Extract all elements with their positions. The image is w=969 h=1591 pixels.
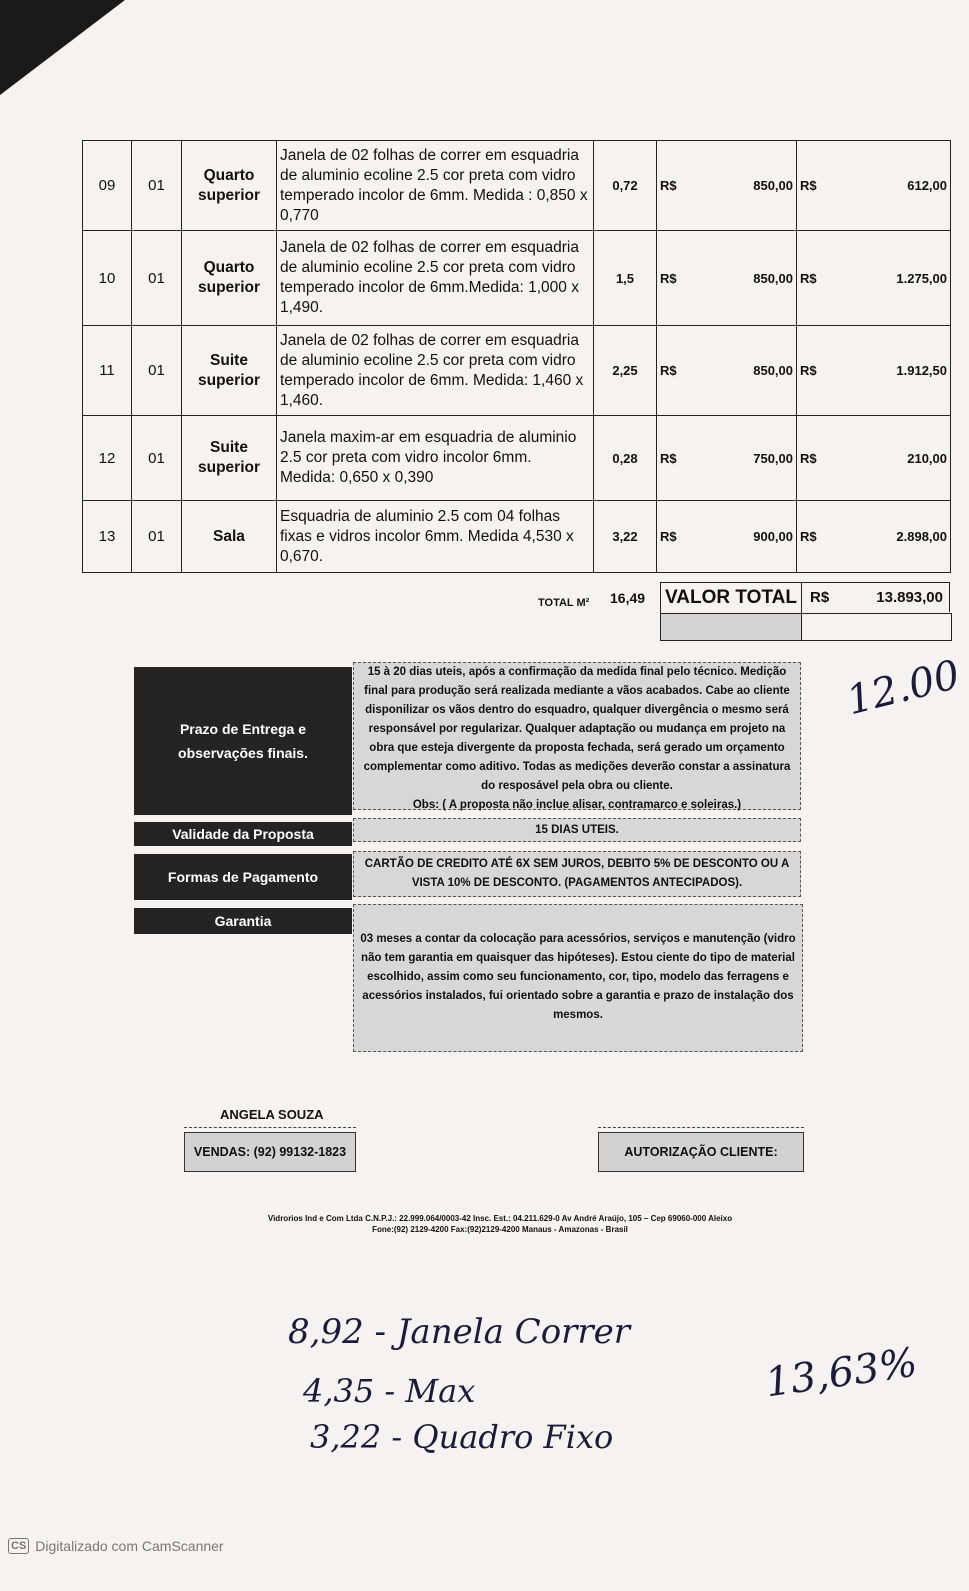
valor-total-value: 13.893,00 <box>846 582 950 612</box>
item-quantity: 01 <box>132 141 182 231</box>
handwritten-percentage: 13,63% <box>762 1339 920 1407</box>
item-unit-currency: R$ <box>657 326 697 416</box>
item-total-currency: R$ <box>797 326 835 416</box>
item-quantity: 01 <box>132 231 182 326</box>
item-room <box>182 231 277 326</box>
client-sign-line <box>598 1127 804 1128</box>
item-total-price: 1.275,00 <box>835 231 951 326</box>
handwritten-line-1: 8,92 - Janela Correr <box>288 1312 631 1352</box>
item-quantity: 01 <box>132 416 182 501</box>
item-room-line2: superior <box>197 371 260 389</box>
item-total-currency: R$ <box>797 231 835 326</box>
table-row <box>83 416 951 501</box>
item-total-price: 210,00 <box>835 416 951 501</box>
item-unit-currency: R$ <box>657 231 697 326</box>
validade-text: 15 DIAS UTEIS. <box>353 818 801 842</box>
item-room <box>182 501 277 573</box>
table-row <box>83 501 951 573</box>
handwritten-note-1200: 12.00 <box>842 651 965 725</box>
item-total-price: 2.898,00 <box>835 501 951 573</box>
table-row <box>83 326 951 416</box>
valor-total-currency: R$ <box>800 582 846 613</box>
item-area: 2,25 <box>594 326 657 416</box>
prazo-text: 15 à 20 dias uteis, após a confirmação da medida final pelo técnico. Medição final para produção será realizada mediante a vãos acabados. Cabe ao cliente disponilizar os vãos dentro do esquadro, qualquer divergência o mesmo será responsável por regularizar. Qualquer adaptação ou mudança em projeto na obra que esteja divergente da proposta fechada, será gerado um orçamento complementar como aditivo. Todas as medições deverão constar a assinatura do resposável pela obra ou cliente. <box>363 666 791 792</box>
pagamento-label: Formas de Pagamento <box>134 854 352 900</box>
camscanner-icon: CS <box>8 1538 29 1554</box>
item-number: 11 <box>83 326 132 416</box>
garantia-label: Garantia <box>134 908 352 934</box>
client-authorization-box: AUTORIZAÇÃO CLIENTE: <box>598 1132 804 1172</box>
item-unit-price: 850,00 <box>697 231 797 326</box>
item-room <box>182 141 277 231</box>
seller-contact-box: VENDAS: (92) 99132-1823 <box>184 1132 356 1172</box>
item-room <box>182 416 277 501</box>
item-area: 1,5 <box>594 231 657 326</box>
table-row <box>83 141 951 231</box>
item-number: 12 <box>83 416 132 501</box>
seller-sign-line <box>184 1127 356 1128</box>
item-unit-currency: R$ <box>657 141 697 231</box>
item-description: Janela de 02 folhas de correr em esquadria de aluminio ecoline 2.5 cor preta com vidro temperado incolor de 6mm.Medida: 1,000 x 1,490. <box>277 231 594 326</box>
item-unit-price: 850,00 <box>697 326 797 416</box>
item-total-price: 1.912,50 <box>835 326 951 416</box>
seller-name: ANGELA SOUZA <box>220 1107 324 1122</box>
item-description: Janela de 02 folhas de correr em esquadria de aluminio ecoline 2.5 cor preta com vidro temperado incolor de 6mm. Medida : 0,850 x 0,770 <box>277 141 594 231</box>
camscanner-watermark <box>8 1538 224 1554</box>
item-area: 0,72 <box>594 141 657 231</box>
item-quantity: 01 <box>132 326 182 416</box>
item-area: 3,22 <box>594 501 657 573</box>
validade-label: Validade da Proposta <box>134 822 352 846</box>
company-footer <box>160 1213 840 1235</box>
total-m2-label: TOTAL M² <box>538 597 590 609</box>
garantia-text: 03 meses a contar da colocação para acessórios, serviços e manutenção (vidro não tem garantia em quaisquer das hipóteses). Estou ciente do tipo de material escolhido, assim como seu funcionamento, cor, tipo, modelo das ferragens e acessórios instalados, fui orientado sobre a garantia e prazo de instalação dos mesmos. <box>353 904 803 1052</box>
item-number: 09 <box>83 141 132 231</box>
valor-total-label: VALOR TOTAL <box>660 582 802 614</box>
footer-line2: Fone:(92) 2129-4200 Fax:(92)2129-4200 Manaus - Amazonas - Brasil <box>372 1225 628 1234</box>
item-description: Janela maxim-ar em esquadria de aluminio 2.5 cor preta com vidro incolor 6mm. Medida: 0,650 x 0,390 <box>277 416 594 501</box>
item-description: Janela de 02 folhas de correr em esquadria de aluminio ecoline 2.5 cor preta com vidro temperado incolor de 6mm. Medida: 1,460 x 1,460. <box>277 326 594 416</box>
item-room-line1: Quarto <box>203 166 255 184</box>
footer-line1: Vidrorios Ind e Com Ltda C.N.P.J.: 22.999.064/0003-42 Insc. Est.: 04.211.629-0 Av André Araújo, 105 – Cep 69060-000 Aleixo <box>267 1214 733 1223</box>
item-room-line2: superior <box>197 186 260 204</box>
total-m2-value: 16,49 <box>610 590 646 606</box>
items-table <box>82 140 951 573</box>
item-total-currency: R$ <box>797 501 835 573</box>
item-room-line1: Suite <box>210 351 248 369</box>
item-area: 0,28 <box>594 416 657 501</box>
item-quantity: 01 <box>132 501 182 573</box>
item-unit-currency: R$ <box>657 501 697 573</box>
item-number: 13 <box>83 501 132 573</box>
scan-corner-shadow <box>0 0 125 95</box>
handwritten-line-3: 3,22 - Quadro Fixo <box>310 1418 614 1456</box>
item-total-currency: R$ <box>797 141 835 231</box>
item-number: 10 <box>83 231 132 326</box>
item-room-line1: Sala <box>213 527 245 545</box>
prazo-obs: Obs: ( A proposta não inclue alisar, contramarco e soleiras.) <box>412 799 742 811</box>
item-unit-price: 900,00 <box>697 501 797 573</box>
item-unit-currency: R$ <box>657 416 697 501</box>
item-room <box>182 326 277 416</box>
item-unit-price: 750,00 <box>697 416 797 501</box>
item-unit-price: 850,00 <box>697 141 797 231</box>
handwritten-line-2: 4,35 - Max <box>303 1372 476 1410</box>
totals-blank-row <box>660 613 952 641</box>
table-row <box>83 231 951 326</box>
pagamento-text: CARTÃO DE CREDITO ATÉ 6X SEM JUROS, DEBITO 5% DE DESCONTO OU A VISTA 10% DE DESCONTO. (PAGAMENTOS ANTECIPADOS). <box>353 851 801 897</box>
item-room-line2: superior <box>197 279 260 296</box>
prazo-label: Prazo de Entrega e observações finais. <box>134 667 352 815</box>
item-room-line1: Suite <box>210 439 248 456</box>
item-total-price: 612,00 <box>835 141 951 231</box>
item-total-currency: R$ <box>797 416 835 501</box>
item-room-line2: superior <box>197 459 260 476</box>
prazo-box <box>353 662 801 810</box>
item-room-line1: Quarto <box>203 259 255 276</box>
item-description: Esquadria de aluminio 2.5 com 04 folhas fixas e vidros incolor 6mm. Medida 4,530 x 0,670. <box>277 501 594 573</box>
camscanner-text: Digitalizado com CamScanner <box>35 1538 224 1554</box>
